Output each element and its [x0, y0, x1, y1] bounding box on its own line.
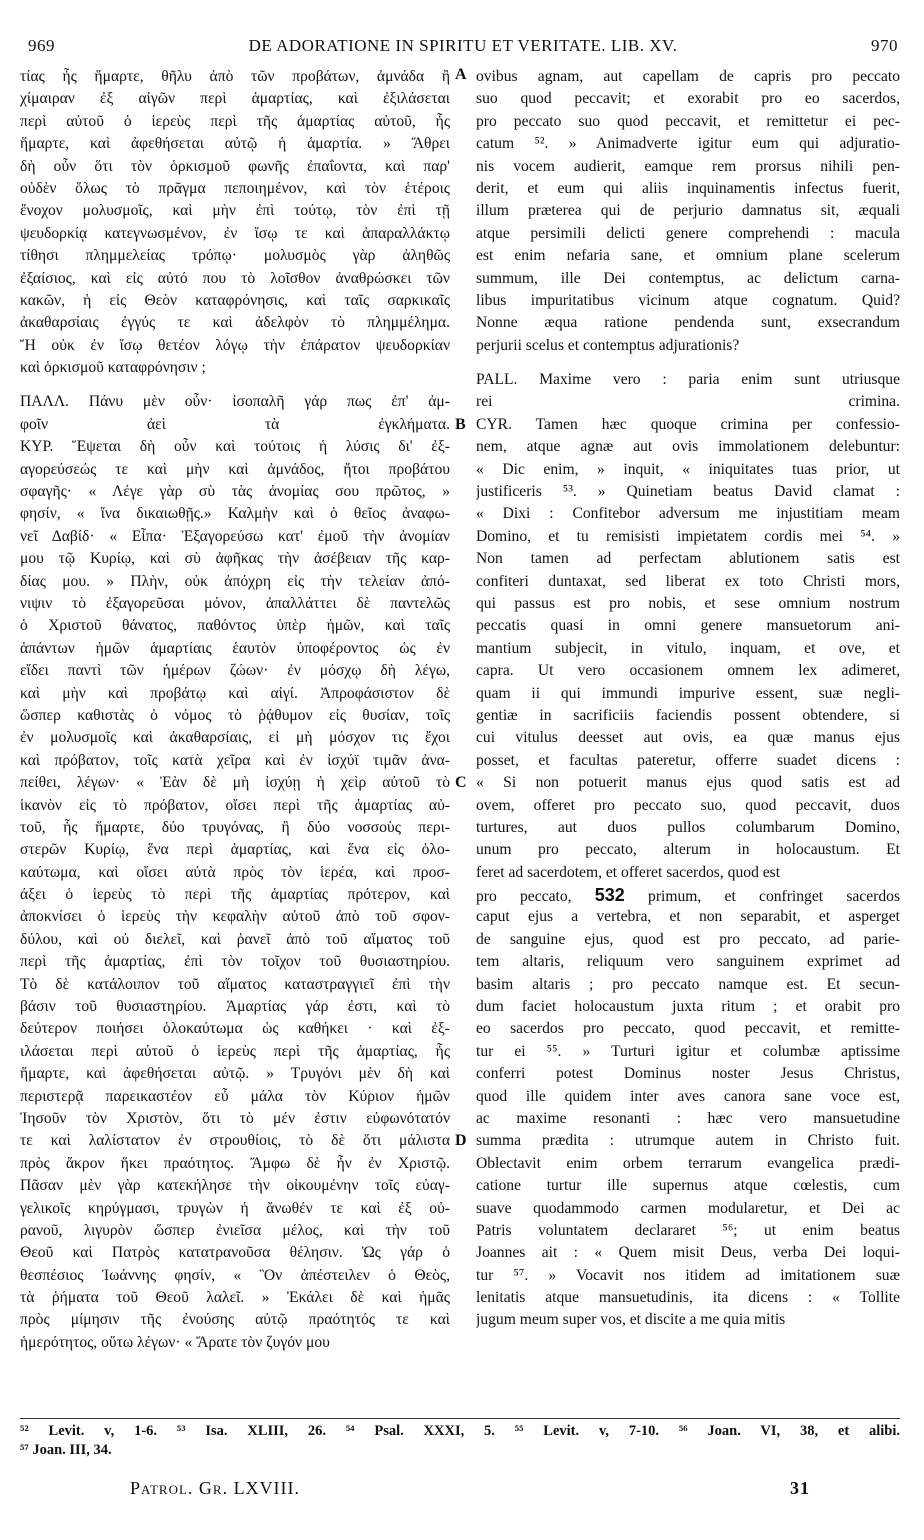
- text-line: ἀκαθαρσίαις ἐγγύς τε καὶ ἀδελφὸν τὸ πλημμέλημα.: [20, 314, 450, 332]
- text-line: Patris voluntatem declararet ⁵⁶; ut enim beatus: [476, 1221, 900, 1239]
- text-line: χίμαιραν ἐξ αἰγῶν περὶ ἁμαρτίας, καὶ ἐξιλάσεται: [20, 90, 450, 108]
- text-line: « Si non potuerit manus ejus quod satis est ad: [476, 774, 900, 792]
- text-line: libus impuritatibus vicinum atque cognatum. Quid?: [476, 291, 900, 309]
- text-line: tur ei ⁵⁵. » Turturi igitur et columbæ aptissime: [476, 1042, 900, 1060]
- text-line: ac maxime resonanti : hæc vero mansuetudine: [476, 1109, 900, 1127]
- text-line: Nonne æqua ratione pendenda sunt, exsecrandum: [476, 314, 900, 332]
- text-line: ρανοῦ, λιγυρὸν ὥσπερ ἐνιεῖσα μέλος, καὶ τὴν τοῦ: [20, 1221, 450, 1239]
- text-line: turtures, aut duos pullos columbarum Domino,: [476, 818, 900, 836]
- text-line: nis vocem audierit, eamque rem prorsus nihili pen-: [476, 157, 900, 175]
- text-line: « Dic enim, » inquit, « iniquitates tuas prior, ut: [476, 460, 900, 478]
- text-line: καὶ ὁρκισμοῦ καταφρόνησιν ;: [20, 359, 206, 377]
- running-header: [28, 36, 898, 60]
- text-line: οὐδὲν ὅλως τὸ πρᾶγμα πεποιημένον, καὶ τὸν ἑτέροις: [20, 179, 450, 197]
- text-line: ovibus agnam, aut capellam de capris pro peccato: [476, 68, 900, 85]
- text-line: δεύτερον ποιήσει ὁλοκαύτωμα ὡς καθήκει · καὶ ἐξ-: [20, 1020, 450, 1038]
- text-line: Πᾶσαν μὲν γὰρ κατεκήλησε τὴν οἰκουμένην τοῖς εὐαγ-: [20, 1177, 450, 1195]
- margin-letter-b: B: [455, 416, 466, 433]
- text-line: καύτωμα, καὶ οἴσει αὐτὰ πρὸς τὸν ἱερέα, καὶ προσ-: [20, 863, 450, 881]
- text-line: καὶ πρόβατον, τοῖς κατὰ χεῖρα καὶ ἐν ἰσχύϊ τιμᾶν ἀνα-: [20, 751, 450, 769]
- text-line: φησίν, « ἵνα δικαιωθῇς.» Καλμὴν καὶ ὁ θεῖος ἀναφω-: [20, 505, 450, 523]
- text-line: eo sacerdos pro peccato, quod peccavit, et remitte-: [476, 1020, 900, 1038]
- text-line: τίθησι πλημμελείας τρόπῳ· μολυσμὸς γὰρ ἀληθῶς: [20, 247, 450, 265]
- text-line: Joannes ait : « Quem misit Deus, verba Dei loqui-: [476, 1244, 900, 1262]
- line-text: pro peccato,: [476, 888, 572, 906]
- text-line: Oblectavit enim orbem terrarum evangelica prædi-: [476, 1154, 900, 1172]
- text-line: summum, ille Dei contemptus, ac delictum carna-: [476, 269, 900, 287]
- text-line: ἐν μολυσμοῖς καὶ ἀκαθαρσίαις, εἰ μὴ μόσχον τις ἔχοι: [20, 729, 450, 747]
- text-line: catum ⁵². » Animadverte igitur eum qui adjuratio-: [476, 135, 900, 153]
- text-line: justificeris ⁵³. » Quinetiam beatus David clamat :: [476, 483, 900, 501]
- text-line: « Dixi : Confitebor adversum me injustitiam meam: [476, 505, 900, 523]
- text-line: ἔνοχον μολυσμοῖς, καὶ μὴν ἐπὶ τούτῳ, τὸν ἐπὶ τῇ: [20, 202, 450, 220]
- text-line: atque persimili delicti genere comprehendi : macula: [476, 224, 900, 242]
- text-line: basim altaris ; pro peccato namque est. Et secun-: [476, 975, 900, 993]
- text-line: conferri potest Dominus noster Jesus Christus,: [476, 1065, 900, 1083]
- greek-column: [20, 66, 450, 1354]
- text-line: ἀποκνίσει ὁ ἱερεὺς τὴν κεφαλὴν αὐτοῦ ἀπὸ τοῦ σφον-: [20, 908, 450, 926]
- text-line: ὁ Χριστοῦ θάνατος, παθόντος ὑπὲρ ἡμῶν, καὶ ταῖς: [20, 617, 450, 635]
- text-line: jugum meum super vos, et discite a me quia mitis: [476, 1311, 786, 1329]
- text-line: ἱκανὸν εἰς τὸ πρόβατον, οἴσει περὶ τῆς ἁμαρτίας αὐ-: [20, 796, 450, 814]
- text-line: rei crimina.: [476, 393, 900, 411]
- text-line: περὶ αὐτοῦ ὁ ἱερεὺς περὶ τῆς ἁμαρτίας αὐτοῦ, ἧς: [20, 112, 450, 130]
- text-line: τὰ ῥήματα τοῦ Θεοῦ λαλεῖ. » Ἐκάλει δὲ καὶ ἡμᾶς: [20, 1289, 450, 1307]
- text-line: derit, et eum qui aliis inquinamentis infectus fuerit,: [476, 179, 900, 197]
- text-line: ΠΑΛΛ. Πάνυ μὲν οὖν· ἰσοπαλῆ γάρ πως ἐπ' ἀμ-: [20, 393, 450, 411]
- text-line: περιστερᾷ παρεικαστέον εὖ μάλα τὸν Κύριον ἡμῶν: [20, 1087, 450, 1105]
- text-line: δύλου, καὶ οὐ διελεῖ, καὶ ῥανεῖ ἀπὸ τοῦ αἵματος τοῦ: [20, 930, 450, 948]
- margin-letter-c: C: [455, 774, 467, 791]
- text-line: πρὸς ἄκρον ἥκει πραότητος. Ἄμφω δὲ ἦν ἐν Χριστῷ.: [20, 1154, 450, 1172]
- text-line: Θεοῦ καὶ Πατρὸς κατατρανοῦσα θέλησιν. Ὡς γάρ ὁ: [20, 1244, 450, 1262]
- text-line: δίας μου. » Πλὴν, οὐκ ἀπόχρη εἰς τὴν τελείαν ἀπό-: [20, 572, 450, 590]
- text-line: Domino, et tu remisisti impietatem cordis mei ⁵⁴. »: [476, 527, 900, 545]
- paragraph-gap: [20, 379, 450, 391]
- text-line: ἥμαρτε, καὶ ἀφεθήσεται αὐτῷ. » Τρυγόνι μὲν δὴ καὶ: [20, 1065, 450, 1083]
- column-number: 532: [594, 885, 625, 906]
- text-line: perjurii scelus et contemptus adjurationis?: [476, 336, 740, 354]
- text-line: summa prædita : utrumque autem in Christo fuit.: [476, 1132, 900, 1150]
- text-line: γελικοῖς κηρύγμασι, τρυγὼν ἡ ἄνωθέν τε καὶ ἐξ οὐ-: [20, 1199, 450, 1217]
- footnote-line: ⁵⁷ Joan. III, 34.: [20, 1442, 112, 1458]
- text-line: illum præterea qui de perjurio damnatus sit, æquali: [476, 202, 900, 220]
- text-line: Ἰησοῦν τὸν Χριστὸν, ὅτι τὸ μέν ἐστιν εὐφωνότατόν: [20, 1109, 450, 1127]
- text-line: τίας ἧς ἥμαρτε, θῆλυ ἀπὸ τῶν προβάτων, ἀμνάδα ἢ: [20, 68, 450, 85]
- text-line: τοῦ, ἧς ἥμαρτε, δύο τρυγόνας, ἢ δύο νοσσοὺς περι-: [20, 818, 450, 836]
- text-line: πείθει, λέγων· « Ἐὰν δὲ μὴ ἰσχύῃ ἡ χεὶρ αὐτοῦ τὸ: [20, 774, 450, 792]
- text-line: CYR. Tamen hæc quoque crimina per confessio-: [476, 415, 900, 433]
- text-line: tem altaris, reliquum vero sanguinem exprimet ad: [476, 953, 900, 971]
- text-line: νιψιν τὸ ἐξαγορεῦσαι μόνον, ἀπαλλάττει δὲ παντελῶς: [20, 594, 450, 612]
- text-line: quod ille quidem inter aves canora sane voce est,: [476, 1087, 900, 1105]
- text-line: tur ⁵⁷. » Vocavit nos itidem ad imitationem suæ: [476, 1266, 900, 1284]
- text-line: gentiæ in sacrificiis faciendis possent obtendere, si: [476, 706, 900, 724]
- text-line: caput ejus a vertebra, et non separabit, et asperget: [476, 908, 900, 926]
- text-line: πρὸς μίμησιν τῆς ἐνούσης αὐτῷ πραότητός τε καὶ: [20, 1311, 450, 1329]
- text-line: ὥσπερ καθιστὰς ὁ νόμος τὸ ῥᾴθυμον εἰς θυσίαν, τοῖς: [20, 706, 450, 724]
- text-line: δὴ οὖν ὅτι τὸν ὁρκισμοῦ φωνῆς ἐπαΐοντα, καὶ παρ': [20, 157, 450, 175]
- text-line: qui passus est pro nobis, et sese omnium nostrum: [476, 594, 900, 612]
- text-line: ἥμαρτε, καὶ ἀφεθήσεται αὐτῷ ἡ ἁμαρτία. » Ἄθρει: [20, 135, 450, 153]
- footnote-line: ⁵² Levit. v, 1-6. ⁵³ Isa. XLIII, 26. ⁵⁴ Psal. XXXI, 5. ⁵⁵ Levit. v, 7-10. ⁵⁶ Joan. VI, 38, et alibi.: [20, 1423, 900, 1439]
- text-line: suave quodammodo carmen modularetur, et Dei ac: [476, 1199, 900, 1217]
- line-text: primum, et confringet sacerdos: [648, 888, 900, 906]
- footnote-rule: [20, 1418, 900, 1419]
- text-line: σφαγῆς· « Λέγε γὰρ σὺ τὰς ἀνομίας σου πρῶτος, »: [20, 483, 450, 501]
- text-line: άξει ὁ ἱερεὺς τὸ περὶ τῆς ἁμαρτίας πρότερον, καὶ: [20, 886, 450, 904]
- text-line: Τὸ δὲ κατάλοιπον τοῦ αἵματος καταστραγγιεῖ ἐπὶ τὴν: [20, 975, 450, 993]
- text-line: καὶ μὴν καὶ προβάτῳ καὶ αἰγί. Ἀπροφάσιστον δὲ: [20, 684, 450, 702]
- text-line: ΚΥΡ. Ἕψεται δὴ οὖν καὶ τούτοις ἡ λύσις δι' ἐξ-: [20, 438, 450, 456]
- text-line-column-marker: [476, 884, 900, 906]
- series-title: Patrol. Gr. LXVIII.: [130, 1478, 301, 1498]
- footnotes: [20, 1422, 900, 1460]
- text-line: νεῖ Δαβίδ· « Εἶπα· Ἐξαγορεύσω κατ' ἐμοῦ τὴν ἀνομίαν: [20, 527, 450, 545]
- text-line: posset, et facultas pateretur, offerre suadet dicens :: [476, 751, 900, 769]
- text-line: ιλάσεται περὶ αὐτοῦ ὁ ἱερεὺς περὶ τῆς ἁμαρτίας, ἧς: [20, 1042, 450, 1060]
- latin-column: [476, 66, 900, 1332]
- text-line: quam ii qui immundi impurive essent, suæ negli-: [476, 684, 900, 702]
- text-line: peccatis quasi in omni genere mansuetorum ani-: [476, 617, 900, 635]
- text-line: στερῶν Κυρίῳ, ἕνα περὶ ἁμαρτίας, καὶ ἕνα εἰς ὁλο-: [20, 841, 450, 859]
- running-title: DE ADORATIONE IN SPIRITU ET VERITATE. LIB. XV.: [248, 36, 678, 55]
- text-line: ἐξαίσιος, καὶ εἰς αὐτό που τὸ λοῖσθον ἀναθρώσκει τῶν: [20, 269, 450, 287]
- text-line: θεσπέσιος Ἰωάννης φησίν, « Ὃν ἀπέστειλεν ὁ Θεὸς,: [20, 1266, 450, 1284]
- text-line: περὶ τῆς ἁμαρτίας, ἐπὶ τὸν τοῖχον τοῦ θυσιαστηρίου.: [20, 953, 450, 971]
- text-line: ψευδορκίᾳ κατεγνωσμένον, ἐν ἴσῳ τε καὶ ἀπαραλλάκτῳ: [20, 224, 450, 242]
- text-line: βάσιν τοῦ θυσιαστηρίου. Ἁμαρτίας γάρ ἐστι, καὶ τὸ: [20, 998, 450, 1016]
- latin-text-part-a: [476, 66, 900, 884]
- text-line: mantium subjecit, in vitulo, inquam, et ove, et: [476, 639, 900, 657]
- text-line: confiteri duntaxat, sed liberat ex toto Christi mors,: [476, 572, 900, 590]
- text-line: αγορεύσεώς τε καὶ μὴν καὶ ἀμνάδος, ἤτοι προβάτου: [20, 460, 450, 478]
- signature-number: 31: [790, 1478, 810, 1498]
- paragraph-gap: [476, 357, 900, 369]
- text-line: est enim nefaria sane, et omnium plane scelerum: [476, 247, 900, 265]
- text-line: κακῶν, ἡ εἰς Θεὸν καταφρόνησις, καὶ ταῖς σαρκικαῖς: [20, 291, 450, 309]
- text-line: catione turtur ille supernus atque cœlestis, cum: [476, 1177, 900, 1195]
- text-line: lenitatis atque mansuetudinis, ita dicens : « Tollite: [476, 1289, 900, 1307]
- text-line: ἡμερότητος, οὕτω λέγων· « Ἄρατε τὸν ζυγόν μου: [20, 1333, 330, 1351]
- margin-letter-d: D: [455, 1132, 467, 1149]
- margin-letter-a: A: [455, 66, 467, 83]
- text-line: μου τῷ Κυρίῳ, καὶ σὺ ἀφῆκας τὴν ἀσέβειαν τῆς καρ-: [20, 550, 450, 568]
- text-line: suo quod peccavit; et exorabit pro eo sacerdos,: [476, 90, 900, 108]
- text-line: τε καὶ λαλίστατον ἐν στρουθίοις, τὸ δὲ ὅτι μάλιστα: [20, 1132, 450, 1150]
- page-footer: [130, 1478, 810, 1502]
- page-number-left: 969: [28, 36, 55, 55]
- text-line: φοῖν ἀεὶ τὰ ἐγκλήματα.: [20, 415, 450, 433]
- text-line: cui vitulus deesset aut ovis, ea quæ manus ejus: [476, 729, 900, 747]
- text-line: ovem, offeret pro peccato suo, quod peccavit, duos: [476, 796, 900, 814]
- text-line: dum faciet holocaustum juxta ritum ; et orabit pro: [476, 998, 900, 1016]
- text-line: nem, atque agnæ aut ovis immolationem delebuntur:: [476, 438, 900, 456]
- text-line: ἁπάντων ἡμῶν ἁμαρτίαις ἑαυτὸν ὑποφέροντος ὡς ἐν: [20, 639, 450, 657]
- text-line: Ἤ οὐκ ἐν ἴσῳ θετέον λόγῳ τὴν ἐπάρατον ψευδορκίαν: [20, 336, 450, 354]
- text-line: unum pro peccato, alterum in holocaustum. Et: [476, 841, 900, 859]
- text-line: feret ad sacerdotem, et offeret sacerdos, quod est: [476, 863, 781, 881]
- text-line: εἴδει παντὶ τῶν ἡμέρων ζώων· ἐν μόσχῳ δὴ λέγω,: [20, 662, 450, 680]
- page-number-right: 970: [871, 36, 898, 55]
- text-line: pro peccato suo quod peccavit, et remittetur ei pec-: [476, 112, 900, 130]
- text-line: de sanguine ejus, quod est pro peccato, ad parie-: [476, 930, 900, 948]
- text-line: PALL. Maxime vero : paria enim sunt utriusque: [476, 371, 900, 389]
- text-line: capra. Ut vero occasionem omnem lex adimeret,: [476, 662, 900, 680]
- latin-text-part-b: [476, 906, 900, 1331]
- text-line: Non tamen ad perfectam ablutionem satis est: [476, 550, 900, 568]
